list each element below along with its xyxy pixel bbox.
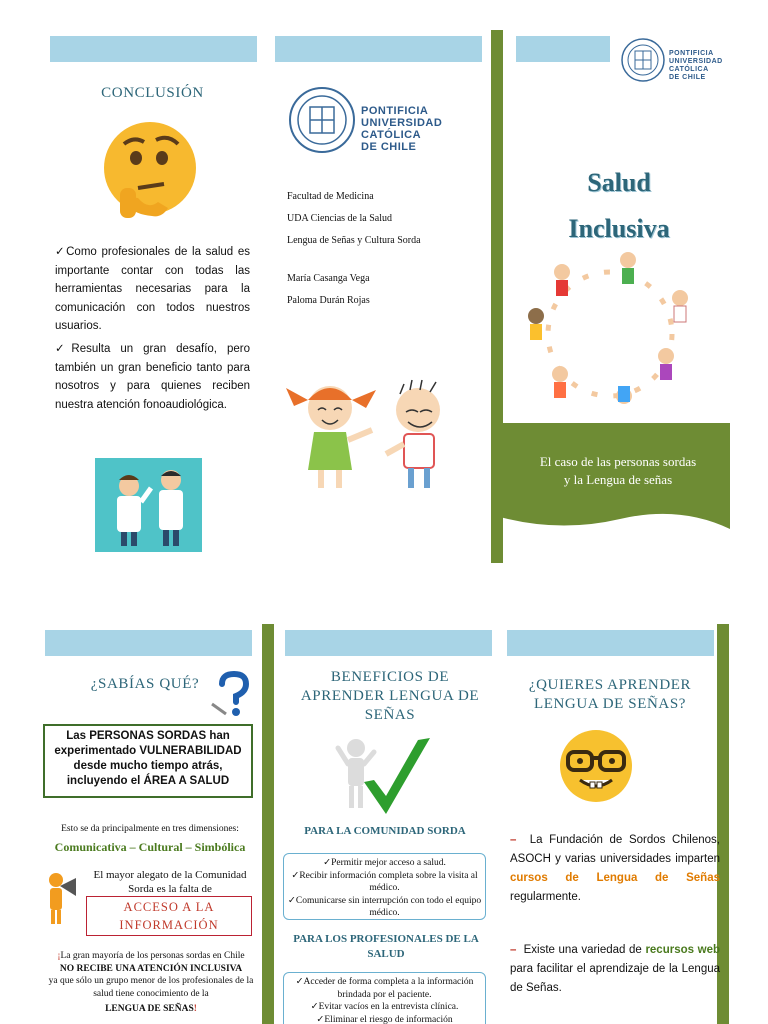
quieres-paragraph-1: – La Fundación de Sordos Chilenos, ASOCH y varias universidades imparten cursos de Lengua de Señas regularmente. — [510, 834, 720, 903]
para-comunidad-sorda-heading: PARA LA COMUNIDAD SORDA — [304, 825, 466, 837]
children-signing-illustration — [280, 370, 465, 495]
megaphone-icon — [44, 870, 80, 926]
checkmark-person-icon — [334, 734, 434, 818]
cover-title: Salud Inclusiva — [568, 168, 670, 243]
authors: María Casanga Vega Paloma Durán Rojas — [287, 273, 370, 306]
alegato-text: El mayor alegato de la Comunidad Sorda es la falta de — [93, 869, 247, 895]
thinking-emoji-icon — [98, 118, 206, 230]
bottom-fold-divider-1 — [262, 624, 274, 1024]
doctors-illustration — [95, 458, 202, 552]
panel5-header-bar — [285, 630, 492, 656]
question-mark-icon — [208, 670, 252, 720]
access-information-box: ACCESO A LA INFORMACIÓN — [86, 896, 252, 936]
check-icon — [296, 977, 304, 987]
conclusion-title: CONCLUSIÓN — [101, 85, 204, 101]
beneficios-title: BENEFICIOS DE APRENDER LENGUA DE SEÑAS — [300, 669, 480, 723]
profesionales-benefits-list: ✓ Acceder de forma completa a la información brindada por el paciente. ✓ Evitar vacíos en la entrevista clínica. ✓ Eliminar el riesgo de información — [283, 972, 486, 1024]
cover-subtitle: El caso de las personas sordas y la Lengua de señas — [539, 454, 697, 487]
panel2-header-bar — [275, 36, 482, 62]
conclusion-paragraph-2: ✓ Resulta un gran desafío, pero también un gran beneficio tanto para nosotros y para quienes reciben nuestra atención fonoaudiológica. — [55, 340, 250, 414]
sabias-que-title: ¿SABÍAS QUÉ? — [90, 676, 200, 692]
quieres-aprender-title: ¿QUIERES APRENDER LENGUA DE SEÑAS? — [528, 677, 692, 712]
children-circle-illustration — [520, 246, 700, 416]
panel3-header-bar — [516, 36, 610, 62]
faculty-info: Facultad de Medicina UDA Ciencias de la Salud Lengua de Señas y Cultura Sorda — [287, 191, 421, 246]
check-icon — [288, 896, 296, 906]
comunidad-benefits-list: ✓ Permitir mejor acceso a salud. ✓ Recibir información completa sobre la visita al médico. ✓ Comunicarse sin interrupción con todo el equipo médico. — [283, 853, 486, 920]
nerd-emoji-icon — [558, 728, 634, 804]
check-icon — [323, 858, 331, 868]
university-seal-small-icon — [620, 34, 666, 86]
panel4-header-bar — [45, 630, 252, 656]
university-seal-icon — [288, 81, 356, 159]
quieres-paragraph-2: – Existe una variedad de recursos web para facilitar el aprendizaje de la Lengua de Señas. — [510, 944, 720, 994]
panel6-header-bar — [507, 630, 714, 656]
bottom-note: ¡La gran mayoría de los personas sordas en Chile NO RECIBE UNA ATENCIÓN INCLUSIVA ya que sólo un grupo menor de los profesionales de la salud tiene conocimiento de la LENGUA DE SEÑAS! — [48, 951, 254, 1014]
university-logo-text-small: PONTIFICIA UNIVERSIDAD CATÓLICA DE CHILE — [669, 50, 723, 81]
panel1-header-bar — [50, 36, 257, 62]
conclusion-paragraph-1: ✓ Como profesionales de la salud es importante contar con todas las herramientas necesarias para la comunicación con todos nuestros usuarios. — [55, 243, 250, 336]
dimensions-list: Comunicativa – Cultural – Simbólica — [54, 840, 246, 854]
para-profesionales-heading: PARA LOS PROFESIONALES DE LA SALUD — [293, 933, 479, 960]
university-logo-text: PONTIFICIA UNIVERSIDAD CATÓLICA DE CHILE — [361, 105, 443, 153]
check-icon — [311, 1002, 319, 1012]
dimensions-intro: Esto se da principalmente en tres dimensiones: — [61, 824, 239, 834]
check-icon — [55, 343, 71, 355]
vulnerability-box: Las PERSONAS SORDAS han experimentado VULNERABILIDAD desde mucho tiempo atrás, incluyendo el ÁREA A SALUD — [43, 724, 253, 798]
check-icon — [55, 246, 66, 258]
